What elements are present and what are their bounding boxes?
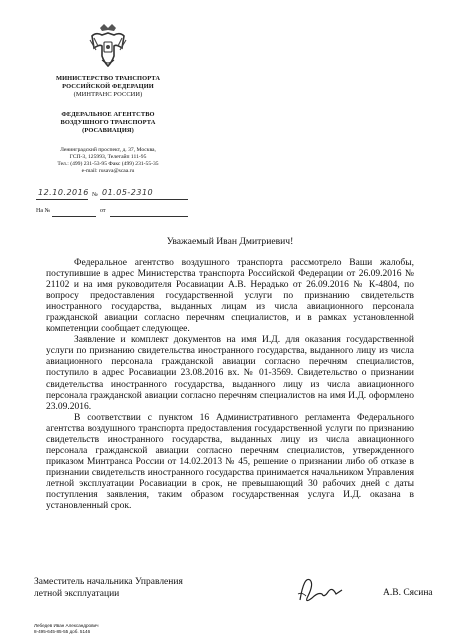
coat-of-arms-emblem — [86, 22, 130, 70]
ministry-line1: МИНИСТЕРСТВО ТРАНСПОРТА — [55, 75, 161, 82]
na-label: На № — [36, 208, 51, 214]
ot-label: от — [100, 208, 106, 214]
executor-phone: 8-495-645-85-55 доб. 5146 — [34, 629, 91, 634]
address-line2: ГСП-3, 125993, Телетайп 111-95 — [69, 154, 147, 160]
executor-name: Лебедев Иван Александрович — [34, 623, 99, 628]
ot-underline — [110, 216, 188, 217]
paragraph-3: В соответствии с пунктом 16 Административного регламента Федерального агентства воздушного транспорта предоставления государственной услуги по признанию свидетельств иностранного государства, выданных лицу из числа авиационного персонала гражданской авиации согласно перечням специалистов, утвержденного приказом Минтранса России от 14.02.2013 № 45, решение о признании либо об отказе в признании свидетельств иностранного государства принимается начальником Управления летной эксплуатации Росавиации в срок, не превышающий 30 рабочих дней с даты поступления заявления, таким образом государственная услуга И.Д. оказана в установленный срок. — [46, 412, 414, 512]
ministry-short: (МИНТРАНС РОССИИ) — [73, 91, 143, 98]
paragraph-2: Заявление и комплект документов на имя И.Д. для оказания государственной услуги по признанию свидетельства иностранного государства, выданного лицу из числа авиационного персонала гражданской авиации согласно перечням специалистов, поступило в адрес Росавиации 23.08.2016 вх. № 01-3569. Свидетельство о признании свидетельства иностранного государства, выданного лицу из числа авиационного персонала гражданской авиации согласно перечням специалистов на имя И.Д. оформлено 23.09.2016. — [46, 335, 414, 412]
na-underline — [52, 216, 96, 217]
registration-date: 12.10.2016 — [38, 188, 89, 197]
greeting: Уважаемый Иван Дмитриевич! — [166, 236, 294, 247]
signatory-name: А.В. Сясина — [383, 588, 433, 598]
agency-short: (РОСАВИАЦИЯ) — [82, 127, 134, 134]
handwritten-signature — [292, 570, 352, 610]
signatory-role — [34, 576, 183, 600]
agency-line1: ФЕДЕРАЛЬНОЕ АГЕНТСТВО — [61, 111, 155, 118]
number-underline — [100, 199, 188, 200]
address-line4: e-mail: rusava@scaa.ru — [81, 168, 135, 174]
executor-info — [34, 623, 99, 635]
no-label: № — [92, 192, 98, 198]
agency-line2: ВОЗДУШНОГО ТРАНСПОРТА — [60, 119, 156, 126]
role-line1: Заместитель начальника Управления — [34, 577, 183, 587]
paragraph-1: Федеральное агентство воздушного транспорта рассмотрело Ваши жалобы, поступившие в адрес Министерства транспорта Российской Федерации от 26.09.2016 № 21102 и на имя руководителя Росавиации А.В. Нерадько от 26.09.2016 № К-4804, по вопросу предоставления государственной услуги по признанию свидетельств иностранного государства, выданных лицам из числа авиационного персонала гражданской авиации согласно перечням специалистов, и в рамках установленной компетенции сообщает следующее. — [46, 258, 414, 335]
date-underline — [36, 199, 88, 200]
address-line1: Ленинградский проспект, д. 37, Москва, — [60, 147, 156, 153]
role-line2: летной эксплуатации — [34, 589, 120, 599]
ministry-line2: РОССИЙСКОЙ ФЕДЕРАЦИИ — [62, 83, 154, 90]
letter-body — [46, 258, 414, 512]
address-line3: Тел.: (499) 231-53-95 Факс (499) 231-55-35 — [57, 161, 159, 167]
registration-number: 01.05-2310 — [102, 188, 154, 197]
